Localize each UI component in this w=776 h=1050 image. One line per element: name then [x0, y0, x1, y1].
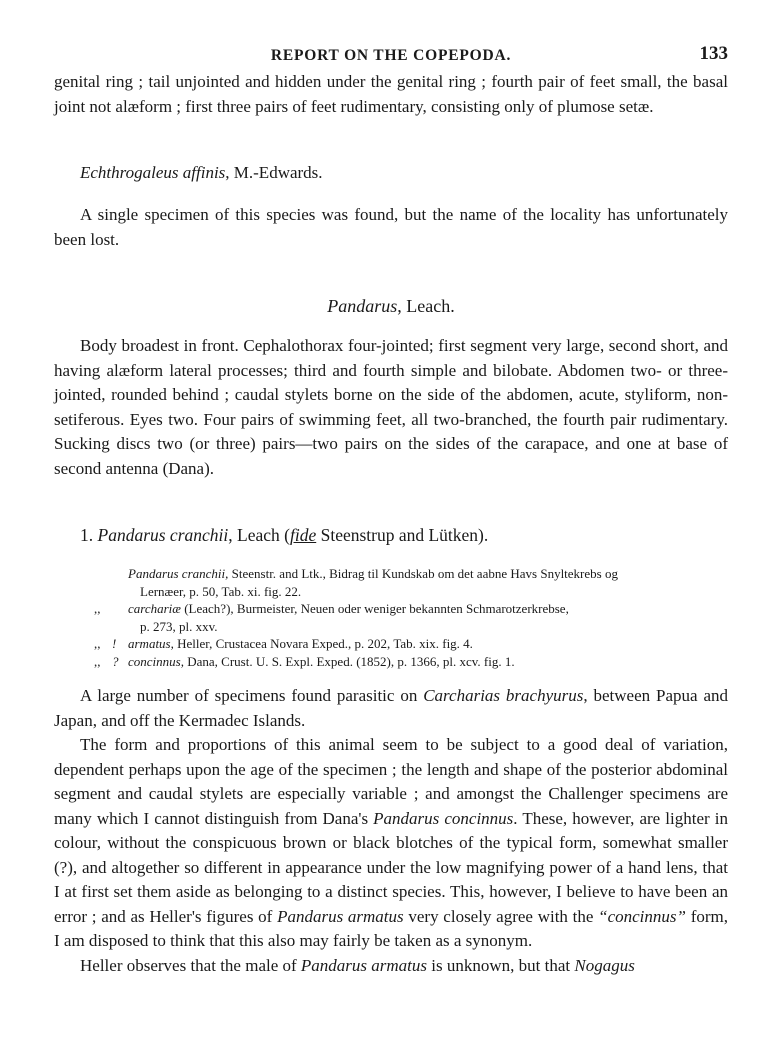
species-ref-concinnus: Pandarus concinnus: [373, 808, 514, 828]
species-authority: Steenstrup and Lütken).: [316, 525, 489, 545]
genus-ref-nogagus: Nogagus: [574, 955, 635, 975]
species-author: , M.-Edwards.: [225, 163, 323, 182]
text-run: very closely agree with the: [403, 906, 599, 926]
synonym-name: armatus,: [128, 636, 174, 651]
species-name: Echthrogaleus affinis: [80, 163, 226, 182]
entry-mark: !: [112, 636, 117, 651]
ditto-mark: ,,: [94, 601, 101, 616]
synonym-reference: Dana, Crust. U. S. Expl. Exped. (1852), p. 1366, pl. xcv. fig. 1.: [183, 653, 515, 669]
text-run: Heller observes that the male of: [80, 955, 301, 975]
text-run: A large number of specimens found parasitic on: [80, 686, 424, 705]
page-number: 133: [699, 43, 728, 64]
species-heading-echthrogaleus: [54, 161, 728, 185]
synonymy-entry: [54, 565, 728, 600]
synonymy-list: [54, 565, 728, 670]
entry-mark: ?: [112, 653, 119, 669]
genus-author: , Leach.: [397, 296, 455, 316]
fide-word: fide: [289, 525, 317, 545]
host-species: Carcharias brachyurus: [423, 686, 584, 705]
paragraph-heller: [54, 954, 728, 979]
species-ref-armatus: Pandarus armatus: [277, 906, 404, 926]
species-author: , Leach (: [228, 525, 290, 545]
synonymy-entry: [54, 635, 728, 653]
running-title: REPORT ON THE COPEPODA.: [270, 47, 512, 64]
paragraph-genus-diagnosis: Body broadest in front. Cephalothorax four-jointed; first segment very large, second short, and having alæform lateral processes; third and fourth simple and bilobate. Abdomen two- or three-jointed, rounded behind ; caudal stylets borne on the side of the abdomen, acute, styliform, non-setiferous. Eyes two. Four pairs of swimming feet, all two-branched, the fourth pair rudimentary. Sucking discs two (or three) pairs—two pairs on the sides of the carapace, and one at base of second antenna (Dana).: [54, 336, 728, 478]
genus-name: Pandarus: [327, 296, 398, 316]
quoted-form-name: “concinnus”: [598, 906, 686, 926]
synonym-name: Pandarus cranchii,: [128, 566, 229, 581]
paragraph-form-variation: [54, 733, 728, 954]
text-run: . These, however, are lighter in colour, without the conspicuous brown or black blotches of the typical form, somewhat smaller (?), and altogether so different in appearance under the low magnifying power of a hand lens, that I at first set them aside as belonging to a distinct species. This, however, I believe to have been an error ; and as Heller's figures of: [54, 808, 728, 926]
synonymy-entry: [54, 600, 728, 635]
ditto-mark: ,,: [94, 653, 101, 669]
synonym-name: concinnus,: [128, 653, 184, 669]
species-ref-armatus: Pandarus armatus: [300, 955, 428, 975]
paragraph-echthrogaleus: A single specimen of this species was found, but the name of the locality has unfortunately been lost.: [54, 205, 728, 249]
synonym-reference-continued: p. 273, pl. xxv.: [140, 618, 218, 634]
species-heading-pandarus-cranchii: [54, 523, 728, 547]
species-number: 1.: [80, 525, 94, 545]
paragraph-occurrence: [54, 684, 728, 733]
paragraph-intro: genital ring ; tail unjointed and hidden under the genital ring ; fourth pair of feet small, the basal joint not alæform ; first three pairs of feet rudimentary, consisting only of plumose setæ.: [54, 72, 728, 116]
synonym-name: carchariæ: [128, 601, 181, 616]
species-name: Pandarus cranchii: [97, 525, 229, 545]
page-header: [54, 0, 728, 70]
text-run: is unknown, but that: [427, 955, 575, 975]
text-run: form, I am disposed to think that this also may fairly be taken as a synonym.: [54, 906, 729, 950]
ditto-mark: ,,: [94, 636, 101, 651]
genus-heading-pandarus: [54, 294, 728, 318]
synonymy-entry: [54, 653, 728, 671]
synonym-reference: (Leach?), Burmeister, Neuen oder weniger bekannten Schmarotzerkrebse,: [180, 601, 569, 616]
synonym-reference: Steenstr. and Ltk., Bidrag til Kundskab om det aabne Havs Snyltekrebs og: [228, 566, 618, 581]
text-run: , between Papua and Japan, and off the Kermadec Islands.: [54, 686, 729, 730]
synonym-reference-continued: Lernæer, p. 50, Tab. xi. fig. 22.: [140, 583, 302, 599]
synonym-reference: Heller, Crustacea Novara Exped., p. 202, Tab. xix. fig. 4.: [173, 636, 473, 651]
text-run: The form and proportions of this animal seem to be subject to a good deal of variation, dependent perhaps upon the age of the specimen ; the length and shape of the posterior abdominal segment and caudal stylets are especially variable ; and amongst the Challenger specimens are many which I cannot distinguish from Dana's: [54, 735, 728, 828]
